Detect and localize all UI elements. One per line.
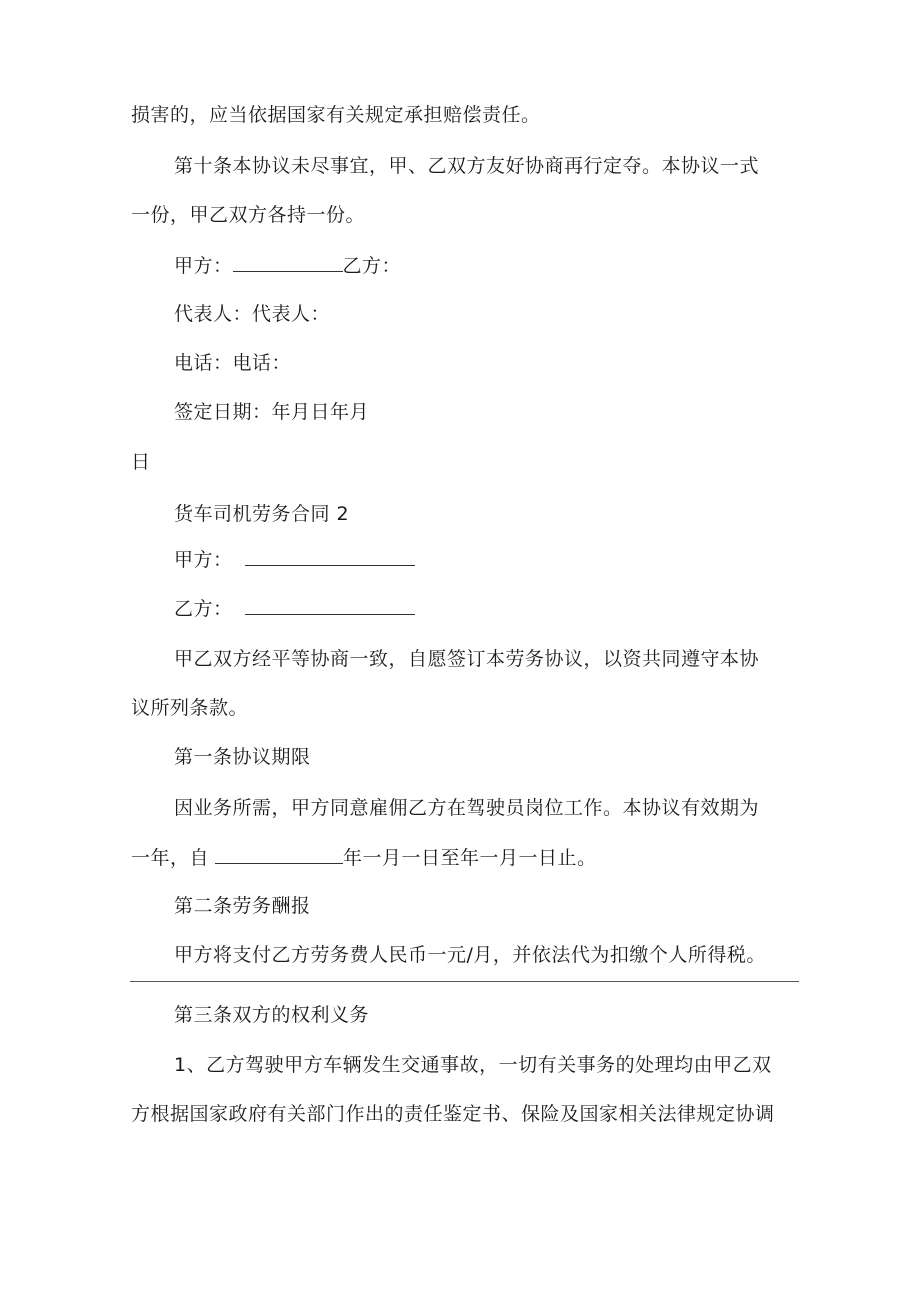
party-b-blank [245, 596, 415, 615]
term-suffix: 年一月一日至年一月一日止。 [343, 847, 597, 869]
paragraph-line: 议所列条款。 [131, 697, 249, 719]
paragraph-line: 1、乙方驾驶甲方车辆发生交通事故，一切有关事务的处理均由甲乙双 [174, 1054, 772, 1076]
party-a-label: 甲方： [174, 549, 233, 571]
page-divider [130, 981, 799, 982]
term-line [131, 845, 597, 870]
party-a-field [174, 547, 415, 572]
article-heading: 第一条协议期限 [174, 746, 311, 768]
paragraph-line: 甲方将支付乙方劳务费人民币一元/月，并依法代为扣缴个人所得税。 [174, 944, 766, 966]
article-heading: 第二条劳务酬报 [174, 895, 311, 917]
party-a-blank [245, 547, 415, 566]
party-b-label: 乙方： [174, 598, 233, 620]
contract-title: 货车司机劳务合同 2 [174, 503, 350, 525]
sign-date-line: 签定日期：年月日年月 [174, 401, 370, 423]
paragraph-line: 损害的，应当依据国家有关规定承担赔偿责任。 [131, 104, 541, 126]
start-year-blank [215, 845, 343, 864]
phone-line: 电话：电话： [174, 352, 292, 374]
party-a-blank [233, 253, 343, 272]
paragraph-line: 甲乙双方经平等协商一致，自愿签订本劳务协议，以资共同遵守本协 [174, 648, 760, 670]
sign-date-continuation: 日 [131, 451, 151, 473]
party-a-signature-line [174, 253, 401, 278]
term-prefix: 一年，自 [131, 847, 210, 869]
paragraph-line: 因业务所需，甲方同意雇佣乙方在驾驶员岗位工作。本协议有效期为 [174, 797, 760, 819]
party-a-label: 甲方： [174, 255, 233, 277]
party-b-label: 乙方： [342, 255, 402, 277]
representative-line: 代表人：代表人： [174, 303, 331, 325]
party-b-field [174, 596, 415, 621]
article-heading: 第三条双方的权利义务 [174, 1004, 370, 1026]
paragraph-line: 方根据国家政府有关部门作出的责任鉴定书、保险及国家相关法律规定协调 [131, 1103, 775, 1125]
paragraph-line: 第十条本协议未尽事宜，甲、乙双方友好协商再行定夺。本协议一式 [174, 155, 760, 177]
paragraph-line: 一份，甲乙双方各持一份。 [131, 204, 366, 226]
